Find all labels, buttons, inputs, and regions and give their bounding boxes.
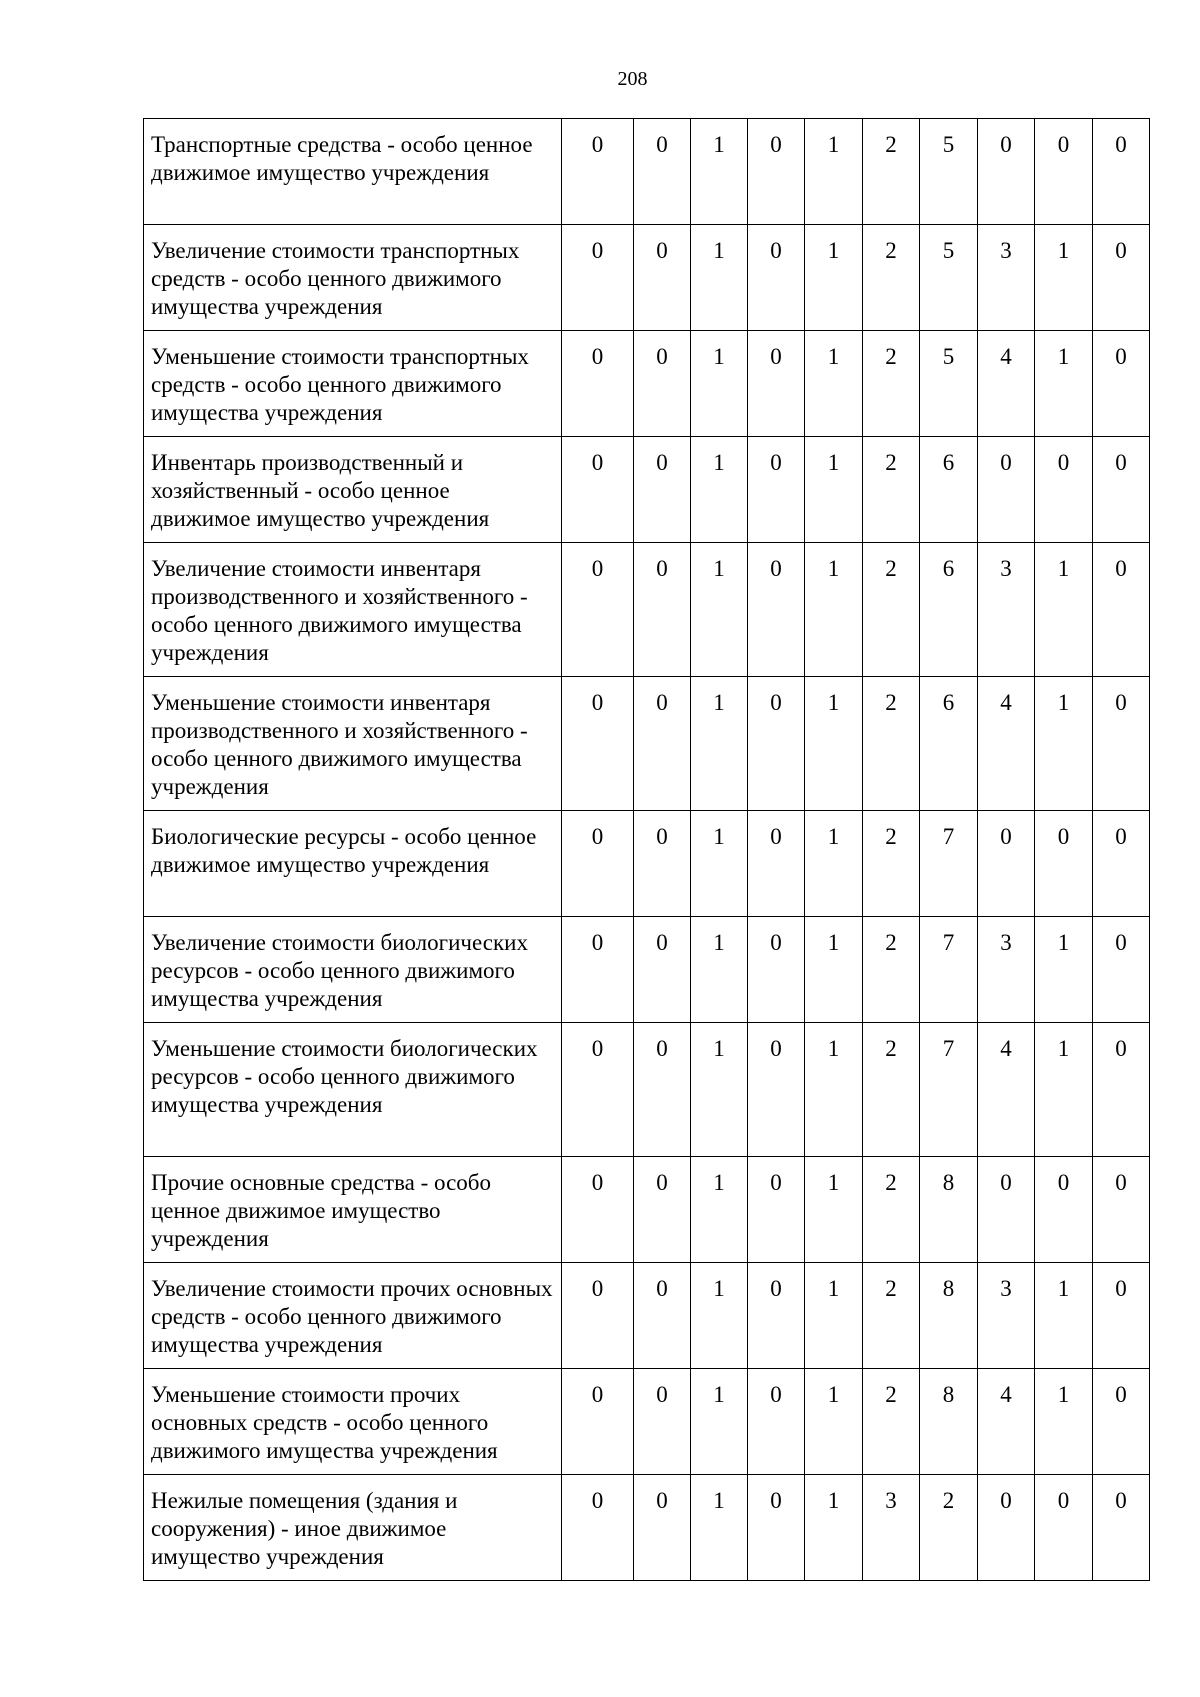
code-digit: 7 (920, 917, 978, 1023)
table-row (144, 225, 1150, 331)
code-digit: 1 (691, 437, 748, 543)
code-digit: 8 (920, 1263, 978, 1369)
row-description: Уменьшение стоимости инвентаря производственного и хозяйственного - особо ценного движимого имущества учреждения (144, 677, 562, 811)
code-digit: 7 (920, 811, 978, 917)
code-digit: 0 (634, 1475, 691, 1581)
code-digit: 0 (978, 1157, 1035, 1263)
page-number: 208 (617, 68, 648, 90)
code-digit: 0 (1035, 1475, 1093, 1581)
code-digit: 1 (691, 1263, 748, 1369)
code-digit: 8 (920, 1157, 978, 1263)
code-digit: 0 (1093, 1023, 1150, 1157)
code-digit: 0 (562, 437, 634, 543)
code-digit: 0 (634, 331, 691, 437)
code-digit: 1 (805, 917, 863, 1023)
table-row (144, 677, 1150, 811)
code-digit: 6 (920, 437, 978, 543)
code-digit: 0 (1093, 1369, 1150, 1475)
code-digit: 0 (1035, 119, 1093, 225)
code-digit: 4 (978, 677, 1035, 811)
table-row (144, 543, 1150, 677)
code-digit: 1 (1035, 1369, 1093, 1475)
code-digit: 0 (634, 917, 691, 1023)
code-digit: 5 (920, 225, 978, 331)
row-description: Биологические ресурсы - особо ценное движимое имущество учреждения (144, 811, 562, 917)
code-digit: 0 (748, 677, 805, 811)
code-digit: 0 (1093, 543, 1150, 677)
code-digit: 6 (920, 543, 978, 677)
code-digit: 1 (691, 331, 748, 437)
code-digit: 1 (691, 1475, 748, 1581)
row-description: Увеличение стоимости биологических ресурсов - особо ценного движимого имущества учреждения (144, 917, 562, 1023)
code-digit: 0 (748, 119, 805, 225)
code-digit: 0 (562, 1475, 634, 1581)
code-digit: 0 (562, 917, 634, 1023)
code-digit: 0 (634, 811, 691, 917)
table-row (144, 1263, 1150, 1369)
code-digit: 2 (863, 225, 920, 331)
code-digit: 1 (1035, 677, 1093, 811)
code-digit: 1 (691, 811, 748, 917)
code-digit: 1 (691, 917, 748, 1023)
code-digit: 2 (863, 1157, 920, 1263)
row-description: Уменьшение стоимости биологических ресурсов - особо ценного движимого имущества учреждения (144, 1023, 562, 1157)
code-digit: 1 (805, 1263, 863, 1369)
code-digit: 0 (1093, 437, 1150, 543)
code-digit: 4 (978, 1369, 1035, 1475)
code-digit: 0 (634, 225, 691, 331)
table-row (144, 1369, 1150, 1475)
code-digit: 4 (978, 1023, 1035, 1157)
code-digit: 0 (748, 1475, 805, 1581)
code-digit: 1 (691, 119, 748, 225)
row-description: Увеличение стоимости инвентаря производственного и хозяйственного - особо ценного движимого имущества учреждения (144, 543, 562, 677)
code-digit: 1 (1035, 1023, 1093, 1157)
code-digit: 0 (1093, 1157, 1150, 1263)
table-row (144, 1157, 1150, 1263)
code-digit: 2 (863, 437, 920, 543)
code-digit: 2 (863, 677, 920, 811)
code-digit: 0 (978, 437, 1035, 543)
row-description: Транспортные средства - особо ценное движимое имущество учреждения (144, 119, 562, 225)
code-digit: 5 (920, 119, 978, 225)
code-digit: 0 (978, 119, 1035, 225)
code-digit: 1 (691, 1023, 748, 1157)
code-digit: 0 (748, 1023, 805, 1157)
code-digit: 0 (978, 811, 1035, 917)
code-digit: 0 (562, 1023, 634, 1157)
code-digit: 1 (805, 437, 863, 543)
row-description: Уменьшение стоимости прочих основных средств - особо ценного движимого имущества учреждения (144, 1369, 562, 1475)
code-digit: 0 (1035, 1157, 1093, 1263)
table-row (144, 1023, 1150, 1157)
code-digit: 0 (562, 811, 634, 917)
code-digit: 1 (805, 225, 863, 331)
code-digit: 0 (1093, 917, 1150, 1023)
table-row (144, 437, 1150, 543)
code-digit: 0 (748, 331, 805, 437)
table-row (144, 811, 1150, 917)
code-digit: 0 (562, 1369, 634, 1475)
code-digit: 0 (634, 437, 691, 543)
code-digit: 0 (748, 1263, 805, 1369)
code-digit: 2 (863, 119, 920, 225)
row-description: Увеличение стоимости прочих основных средств - особо ценного движимого имущества учреждения (144, 1263, 562, 1369)
code-digit: 1 (805, 1023, 863, 1157)
code-digit: 1 (691, 1369, 748, 1475)
code-digit: 1 (805, 1157, 863, 1263)
code-digit: 0 (1093, 677, 1150, 811)
code-digit: 0 (748, 917, 805, 1023)
code-digit: 0 (562, 677, 634, 811)
table-row (144, 119, 1150, 225)
code-digit: 1 (805, 543, 863, 677)
code-digit: 0 (1035, 811, 1093, 917)
code-digit: 0 (634, 543, 691, 677)
code-digit: 0 (748, 1369, 805, 1475)
code-digit: 2 (863, 917, 920, 1023)
code-digit: 0 (748, 437, 805, 543)
code-digit: 0 (562, 543, 634, 677)
code-digit: 1 (805, 119, 863, 225)
code-digit: 0 (634, 677, 691, 811)
code-digit: 0 (748, 1157, 805, 1263)
code-digit: 2 (863, 1369, 920, 1475)
row-description: Инвентарь производственный и хозяйственный - особо ценное движимое имущество учреждения (144, 437, 562, 543)
row-description: Уменьшение стоимости транспортных средств - особо ценного движимого имущества учреждения (144, 331, 562, 437)
table-row (144, 331, 1150, 437)
code-digit: 2 (863, 811, 920, 917)
code-digit: 7 (920, 1023, 978, 1157)
code-digit: 1 (1035, 543, 1093, 677)
code-digit: 0 (978, 1475, 1035, 1581)
code-digit: 2 (863, 1023, 920, 1157)
row-description: Прочие основные средства - особо ценное движимое имущество учреждения (144, 1157, 562, 1263)
row-description: Нежилые помещения (здания и сооружения) - иное движимое имущество учреждения (144, 1475, 562, 1581)
code-digit: 1 (1035, 331, 1093, 437)
code-digit: 0 (1035, 437, 1093, 543)
code-digit: 1 (805, 1475, 863, 1581)
table-row (144, 1475, 1150, 1581)
code-digit: 0 (634, 1263, 691, 1369)
code-digit: 6 (920, 677, 978, 811)
row-description: Увеличение стоимости транспортных средств - особо ценного движимого имущества учреждения (144, 225, 562, 331)
code-digit: 1 (691, 677, 748, 811)
code-digit: 1 (691, 225, 748, 331)
code-digit: 8 (920, 1369, 978, 1475)
code-digit: 2 (920, 1475, 978, 1581)
code-digit: 1 (805, 811, 863, 917)
code-digit: 3 (978, 225, 1035, 331)
code-digit: 1 (1035, 225, 1093, 331)
code-digit: 0 (634, 1369, 691, 1475)
code-digit: 2 (863, 543, 920, 677)
code-digit: 2 (863, 1263, 920, 1369)
code-digit: 3 (978, 1263, 1035, 1369)
code-digit: 0 (748, 543, 805, 677)
code-digit: 1 (1035, 917, 1093, 1023)
code-digit: 3 (863, 1475, 920, 1581)
code-digit: 0 (634, 1157, 691, 1263)
code-digit: 0 (562, 119, 634, 225)
code-digit: 0 (562, 1157, 634, 1263)
code-digit: 0 (1093, 811, 1150, 917)
code-digit: 0 (634, 119, 691, 225)
code-digit: 1 (691, 1157, 748, 1263)
code-digit: 3 (978, 917, 1035, 1023)
code-digit: 0 (748, 225, 805, 331)
code-digit: 0 (634, 1023, 691, 1157)
code-digit: 0 (1093, 119, 1150, 225)
code-digit: 0 (562, 225, 634, 331)
code-digit: 1 (1035, 1263, 1093, 1369)
code-digit: 1 (805, 1369, 863, 1475)
code-digit: 4 (978, 331, 1035, 437)
code-digit: 0 (1093, 331, 1150, 437)
table-row (144, 917, 1150, 1023)
code-digit: 0 (562, 331, 634, 437)
code-digit: 3 (978, 543, 1035, 677)
code-digit: 5 (920, 331, 978, 437)
code-digit: 0 (1093, 1475, 1150, 1581)
code-digit: 0 (748, 811, 805, 917)
code-digit: 2 (863, 331, 920, 437)
code-digit: 0 (1093, 1263, 1150, 1369)
code-digit: 1 (805, 331, 863, 437)
code-digit: 0 (1093, 225, 1150, 331)
code-digit: 1 (805, 677, 863, 811)
code-digit: 1 (691, 543, 748, 677)
code-digit: 0 (562, 1263, 634, 1369)
account-codes-table (143, 118, 1150, 1581)
